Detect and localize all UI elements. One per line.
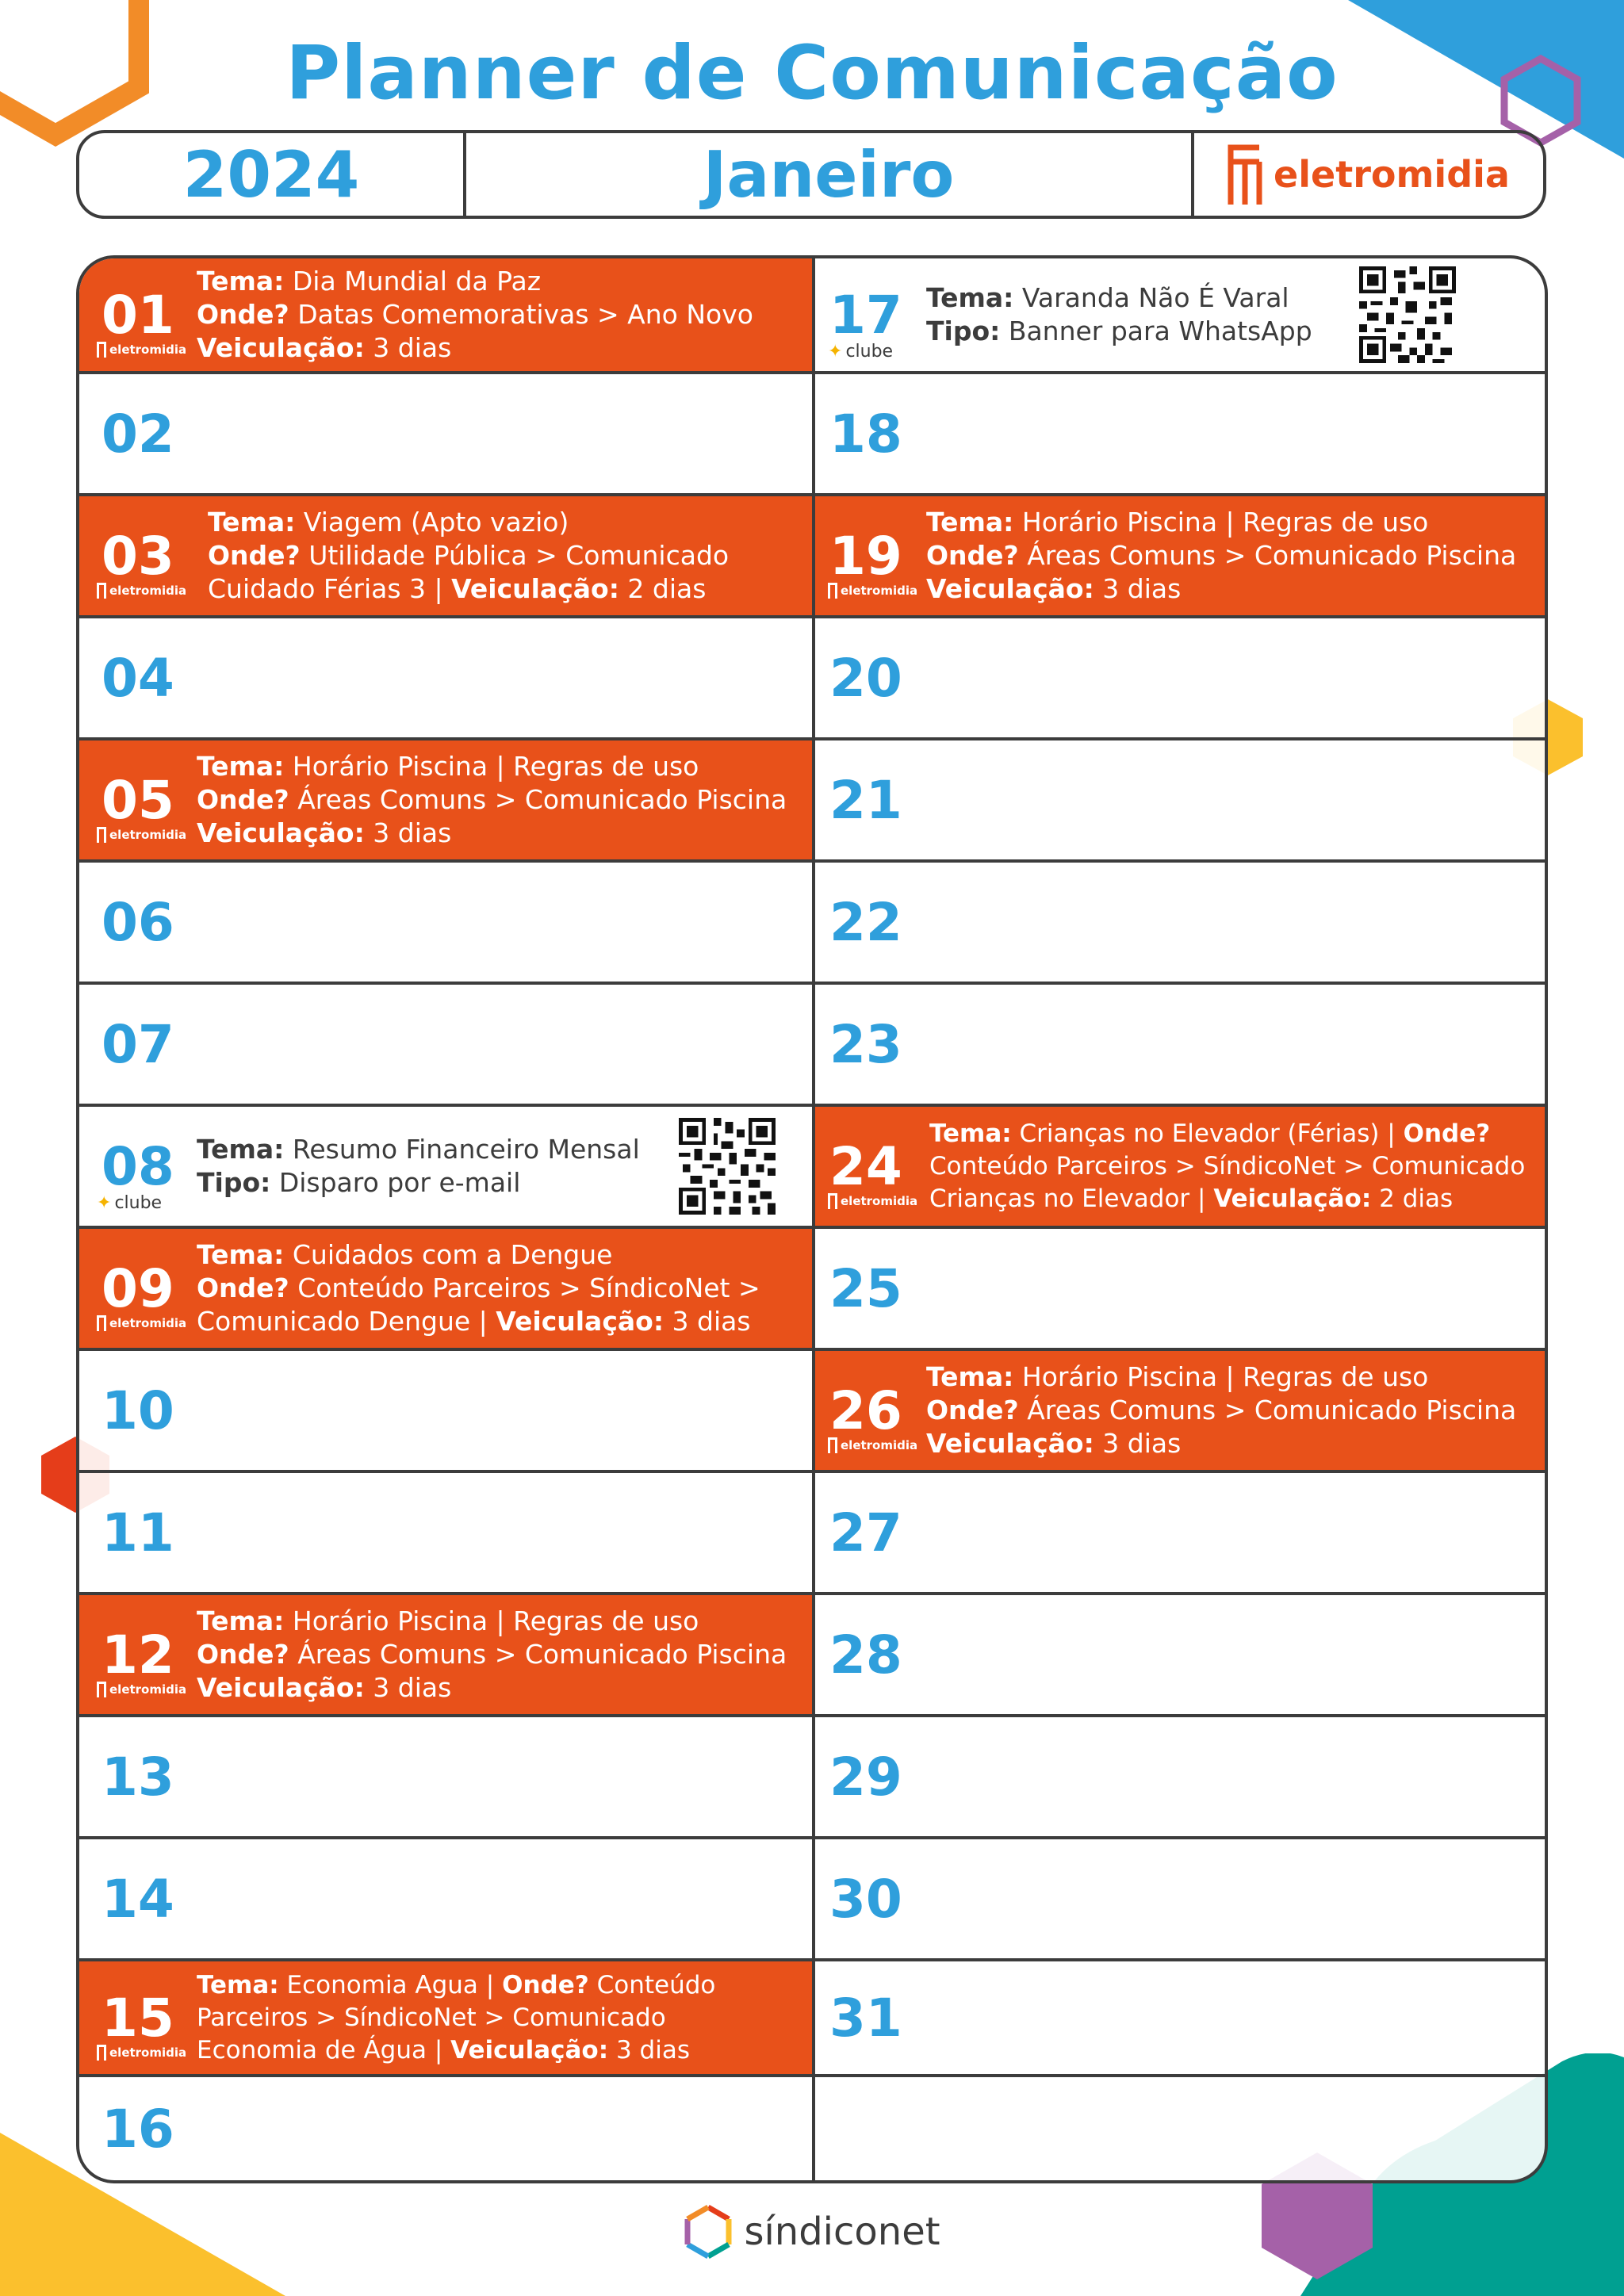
eletromidia-badge: eletromidia [97, 1682, 186, 1697]
day-number: 30 [829, 1868, 902, 1930]
day-number: 22 [829, 891, 902, 953]
event-tema: Crianças no Elevador (Férias) | [1019, 1119, 1404, 1148]
event-onde: Áreas Comuns > Comunicado Piscina [297, 1639, 787, 1670]
eletromidia-mark-icon [97, 342, 106, 358]
day-number: 17 [829, 284, 902, 346]
month-label: Janeiro [466, 133, 1194, 216]
footer-logo [0, 2204, 1624, 2260]
event-tema: Horário Piscina | Regras de uso [1021, 1361, 1429, 1392]
event-tema: Cuidados com a Dengue [292, 1239, 613, 1270]
day-number: 28 [829, 1624, 902, 1686]
event-veiculacao: 3 dias [1102, 573, 1182, 604]
clube-badge: ✦ clube [97, 1192, 163, 1213]
day-number: 29 [829, 1746, 902, 1808]
event-tema: Horário Piscina | Regras de uso [1021, 507, 1429, 538]
event-tipo: Disparo por e-mail [278, 1167, 521, 1198]
event-info: Tema: Horário Piscina | Regras de uso Onde? Áreas Comuns > Comunicado Piscina Veiculação: 3 dias [197, 1605, 787, 1703]
day-number: 23 [829, 1013, 902, 1075]
eletromidia-mark-icon [828, 583, 837, 599]
event-info: Tema: Crianças no Elevador (Férias) | Onde? Conteúdo Parceiros > SíndicoNet > Comunicado Crianças no Elevador | Veiculação: 2 dias [929, 1119, 1526, 1213]
eletromidia-mark-icon [1228, 144, 1262, 205]
qr-code-icon[interactable] [1359, 266, 1456, 363]
day-row-12 [79, 1595, 812, 1717]
day-number: 16 [102, 2098, 174, 2160]
day-number: 21 [829, 769, 902, 831]
event-veiculacao: 2 dias [627, 573, 707, 604]
event-onde: Áreas Comuns > Comunicado Piscina [1027, 540, 1517, 571]
empty-cell [815, 2077, 1545, 2180]
event-tema: Resumo Financeiro Mensal [292, 1134, 640, 1165]
header-bar [76, 130, 1546, 219]
event-onde: Conteúdo [596, 1970, 716, 1999]
eletromidia-badge: eletromidia [97, 583, 186, 599]
day-row-03 [79, 496, 812, 618]
day-number: 09 [102, 1257, 174, 1319]
year-label: 2024 [79, 133, 466, 216]
day-row-16 [79, 2077, 812, 2180]
event-info: Tema: Economia Agua | Onde? Conteúdo Parceiros > SíndicoNet > Comunicado Economia de Água | Veiculação: 3 dias [197, 1970, 716, 2064]
day-number: 24 [829, 1135, 902, 1197]
event-onde: Datas Comemorativas > Ano Novo [297, 299, 753, 330]
day-number: 13 [102, 1746, 174, 1808]
day-number: 15 [102, 1987, 174, 2049]
day-row-21 [815, 740, 1545, 863]
event-onde: Conteúdo Parceiros > SíndicoNet > [297, 1272, 760, 1303]
event-veiculacao: 3 dias [615, 2035, 690, 2064]
day-number: 03 [102, 525, 174, 587]
day-row-17 [815, 258, 1545, 374]
day-row-31 [815, 1961, 1545, 2077]
eletromidia-logo [1194, 133, 1543, 216]
clube-star-icon: ✦ [828, 341, 843, 362]
day-number: 19 [829, 525, 902, 587]
event-info: Tema: Viagem (Apto vazio) Onde? Utilidade Pública > Comunicado Cuidado Férias 3 | Veiculação: 2 dias [208, 507, 730, 604]
day-row-09 [79, 1229, 812, 1351]
day-row-01 [79, 258, 812, 374]
day-row-07 [79, 985, 812, 1107]
day-row-29 [815, 1717, 1545, 1839]
day-row-04 [79, 618, 812, 740]
event-tema: Viagem (Apto vazio) [303, 507, 569, 538]
event-veiculacao: 3 dias [672, 1306, 751, 1337]
event-veiculacao: 3 dias [373, 1672, 452, 1703]
day-number: 12 [102, 1624, 174, 1686]
day-row-20 [815, 618, 1545, 740]
day-row-25 [815, 1229, 1545, 1351]
day-row-24 [815, 1107, 1545, 1229]
eletromidia-badge: eletromidia [97, 342, 186, 358]
day-number: 07 [102, 1013, 174, 1075]
event-tema: Economia Agua | [286, 1970, 503, 1999]
page-title: Planner de Comunicação [285, 30, 1339, 117]
day-row-15 [79, 1961, 812, 2077]
event-tipo: Banner para WhatsApp [1008, 316, 1312, 346]
day-number: 06 [102, 891, 174, 953]
event-info: Tema: Horário Piscina | Regras de uso Onde? Áreas Comuns > Comunicado Piscina Veiculação: 3 dias [926, 507, 1517, 604]
day-number: 31 [829, 1987, 902, 2049]
sindiconet-logo-text: síndiconet [744, 2210, 940, 2254]
eletromidia-mark-icon [97, 1682, 106, 1697]
day-number: 05 [102, 769, 174, 831]
eletromidia-mark-icon [97, 827, 106, 843]
qr-code-icon[interactable] [679, 1118, 776, 1215]
day-number: 01 [102, 284, 174, 346]
event-info: Tema: Cuidados com a Dengue Onde? Conteúdo Parceiros > SíndicoNet > Comunicado Dengue | Veiculação: 3 dias [197, 1239, 760, 1337]
sindiconet-hexagon-icon [684, 2204, 733, 2260]
day-row-02 [79, 374, 812, 496]
calendar-grid [76, 255, 1548, 2183]
eletromidia-mark-icon [97, 1315, 106, 1331]
day-row-23 [815, 985, 1545, 1107]
day-row-11 [79, 1473, 812, 1595]
day-row-10 [79, 1351, 812, 1473]
day-row-05 [79, 740, 812, 863]
event-onde: Áreas Comuns > Comunicado Piscina [297, 784, 787, 815]
event-info: Tema: Resumo Financeiro Mensal Tipo: Disparo por e-mail [197, 1134, 640, 1198]
eletromidia-mark-icon [828, 1437, 837, 1453]
day-number: 18 [829, 403, 902, 465]
eletromidia-badge: eletromidia [97, 827, 186, 843]
event-onde: Áreas Comuns > Comunicado Piscina [1027, 1395, 1517, 1425]
event-veiculacao: 3 dias [1102, 1428, 1182, 1459]
right-column [815, 258, 1545, 2180]
day-row-19 [815, 496, 1545, 618]
event-tema: Horário Piscina | Regras de uso [292, 1605, 699, 1636]
day-number: 20 [829, 647, 902, 709]
event-onde: Conteúdo Parceiros > SíndicoNet > Comunicado [929, 1151, 1526, 1181]
day-row-27 [815, 1473, 1545, 1595]
day-row-13 [79, 1717, 812, 1839]
day-row-14 [79, 1839, 812, 1961]
day-number: 10 [102, 1380, 174, 1441]
eletromidia-badge: eletromidia [828, 1437, 917, 1453]
day-row-26 [815, 1351, 1545, 1473]
day-number: 11 [102, 1502, 174, 1563]
event-info: Tema: Horário Piscina | Regras de uso Onde? Áreas Comuns > Comunicado Piscina Veiculação: 3 dias [197, 751, 787, 848]
eletromidia-badge: eletromidia [828, 1193, 917, 1209]
event-info: Tema: Dia Mundial da Paz Onde? Datas Comemorativas > Ano Novo Veiculação: 3 dias [197, 266, 753, 363]
clube-star-icon: ✦ [97, 1192, 112, 1213]
day-number: 26 [829, 1380, 902, 1441]
event-veiculacao: 3 dias [373, 817, 452, 848]
day-number: 04 [102, 647, 174, 709]
eletromidia-badge: eletromidia [97, 1315, 186, 1331]
day-row-08 [79, 1107, 812, 1229]
day-row-30 [815, 1839, 1545, 1961]
day-number: 25 [829, 1257, 902, 1319]
eletromidia-badge: eletromidia [828, 583, 917, 599]
day-number: 02 [102, 403, 174, 465]
event-tema: Varanda Não É Varal [1021, 282, 1289, 313]
day-number: 27 [829, 1502, 902, 1563]
event-veiculacao: 3 dias [373, 332, 452, 363]
eletromidia-mark-icon [97, 2045, 106, 2061]
eletromidia-mark-icon [828, 1193, 837, 1209]
event-tema: Dia Mundial da Paz [292, 266, 542, 297]
event-tema: Horário Piscina | Regras de uso [292, 751, 699, 782]
event-veiculacao: 2 dias [1379, 1184, 1454, 1213]
eletromidia-badge: eletromidia [97, 2045, 186, 2061]
eletromidia-logo-text: eletromidia [1274, 153, 1510, 196]
event-info: Tema: Horário Piscina | Regras de uso Onde? Áreas Comuns > Comunicado Piscina Veiculação: 3 dias [926, 1361, 1517, 1459]
day-row-28 [815, 1595, 1545, 1717]
event-onde: Utilidade Pública > Comunicado [308, 540, 730, 571]
day-row-18 [815, 374, 1545, 496]
day-number: 08 [102, 1135, 174, 1197]
clube-badge: ✦ clube [828, 341, 894, 362]
event-info: Tema: Varanda Não É Varal Tipo: Banner para WhatsApp [926, 282, 1312, 346]
eletromidia-mark-icon [97, 583, 106, 599]
day-row-22 [815, 863, 1545, 985]
day-row-06 [79, 863, 812, 985]
day-number: 14 [102, 1868, 174, 1930]
left-column [79, 258, 815, 2180]
